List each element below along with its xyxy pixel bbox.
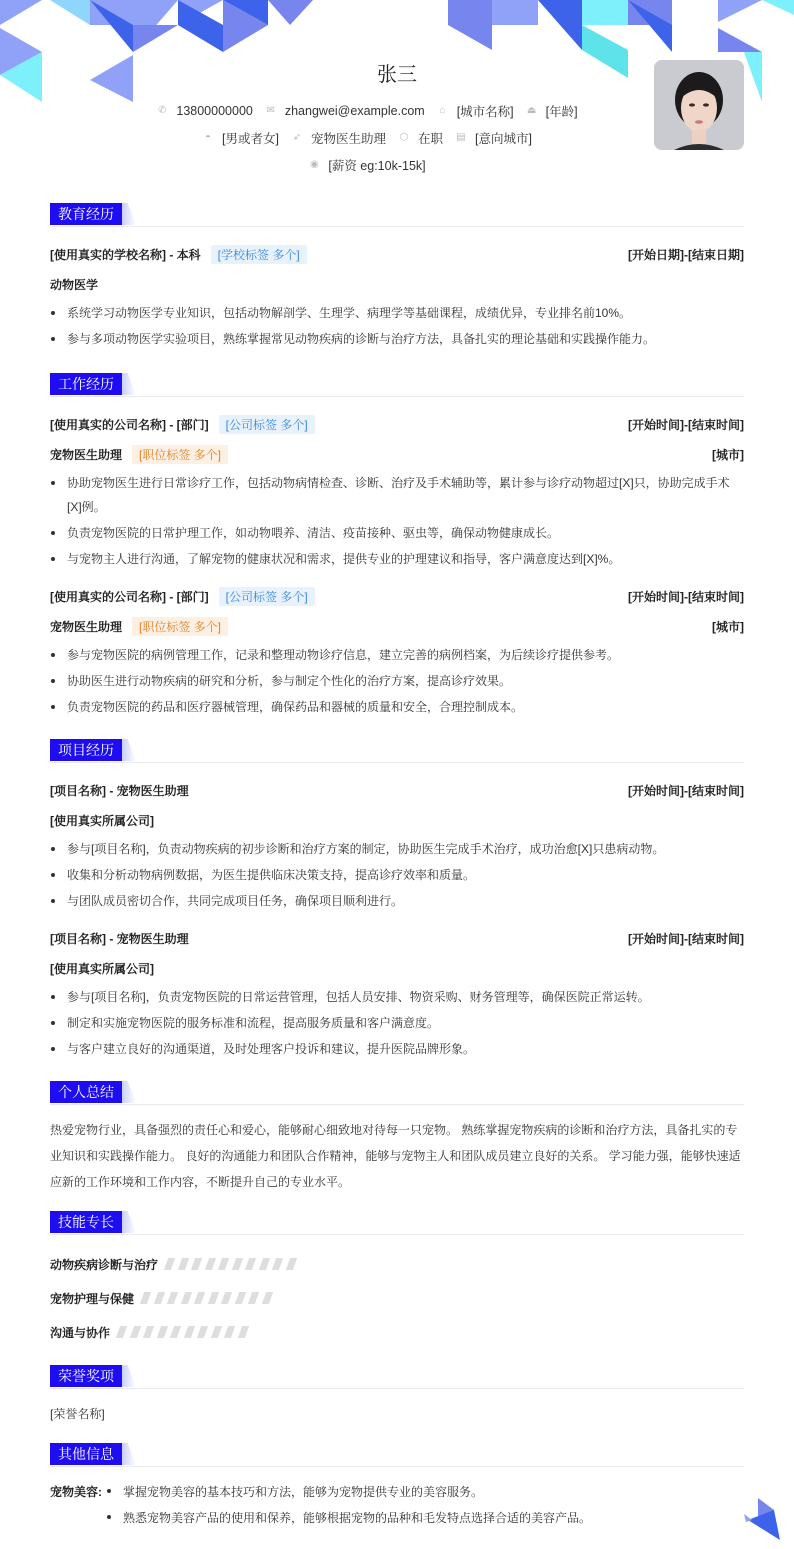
- portrait-icon: [654, 60, 744, 150]
- work-city: [城市]: [712, 619, 744, 634]
- list-item: 收集和分析动物病例数据，为医生提供临床决策支持，提高诊疗效率和质量。: [50, 863, 744, 887]
- honors-section: [50, 1365, 744, 1427]
- paper-plane-icon: ➶: [292, 132, 302, 143]
- contact-row-3: [0, 156, 734, 174]
- home-icon: ⌂: [439, 105, 446, 116]
- email-text: zhangwei@example.com: [284, 104, 425, 118]
- target-city-text: [意向城市]: [475, 132, 532, 146]
- other-bullets: [106, 1479, 591, 1531]
- project-company-row: [50, 805, 744, 835]
- email-item: [265, 104, 425, 118]
- project-company-row: [50, 953, 744, 983]
- section-title: 荣誉奖项: [50, 1365, 122, 1387]
- project-company: [使用真实所属公司]: [50, 961, 154, 976]
- section-header: [50, 373, 744, 397]
- company-tag: [公司标签 多个]: [219, 587, 315, 606]
- project-date: [开始时间]-[结束时间]: [628, 783, 744, 798]
- honor-item: [荣誉名称]: [50, 1407, 105, 1421]
- phone-text: 13800000000: [176, 104, 253, 118]
- age-item: [526, 102, 578, 120]
- phone-item: [156, 104, 252, 118]
- gender-icon: ◓: [205, 132, 212, 143]
- list-item: 协助宠物医生进行日常诊疗工作，包括动物病情检查、诊断、治疗及手术辅助等，累计参与诊疗动物超过[X]只，协助完成手术[X]例。: [50, 471, 744, 519]
- status-item: [398, 129, 443, 147]
- project-date: [开始时间]-[结束时间]: [628, 931, 744, 946]
- skills-section: [50, 1211, 744, 1349]
- list-item: 制定和实施宠物医院的服务标准和流程，提高服务质量和客户满意度。: [50, 1011, 744, 1035]
- salary-text: [薪资 eg:10k-15k]: [328, 159, 426, 173]
- salary-icon: ◉: [309, 159, 319, 170]
- summary-text: 热爱宠物行业，具备强烈的责任心和爱心，能够耐心细致地对待每一只宠物。 熟练掌握宠物疾病的诊断和治疗方法，具备扎实的专业知识和实践操作能力。 良好的沟通能力和团队合作精神，能够与宠物主人和团队成员建立良好的关系。 学习能力强，能够快速适应新的工作环境和工作内容，不断提升自己的专业水平。: [50, 1123, 741, 1189]
- school-name: [使用真实的学校名称] - 本科: [50, 247, 201, 262]
- section-title-tail: [122, 1081, 136, 1103]
- list-item: 与团队成员密切合作，共同完成项目任务，确保项目顺利进行。: [50, 889, 744, 913]
- city-text: [城市名称]: [456, 105, 514, 119]
- role-name: 宠物医生助理: [50, 619, 123, 634]
- project-bullets: [50, 837, 744, 913]
- project-entry: [50, 923, 744, 1061]
- work-date: [开始时间]-[结束时间]: [628, 417, 744, 432]
- list-item: 系统学习动物医学专业知识，包括动物解剖学、生理学、病理学等基础课程，成绩优异，专业排名前10%。: [50, 301, 744, 325]
- education-section: [50, 203, 744, 351]
- salary-item: [308, 156, 425, 174]
- work-bullets: [50, 471, 744, 571]
- other-label: 宠物美容:: [50, 1485, 102, 1499]
- project-name: [项目名称] - 宠物医生助理: [50, 783, 189, 798]
- skill-item: [50, 1315, 744, 1349]
- work-city: [城市]: [712, 447, 744, 462]
- section-header: [50, 1081, 744, 1105]
- work-entry: [50, 581, 744, 719]
- city-item: [437, 102, 514, 120]
- section-header: [50, 739, 744, 763]
- list-item: 参与[项目名称]，负责动物疾病的初步诊断和治疗方案的制定，协助医生完成手术治疗，成功治愈[X]只患病动物。: [50, 837, 744, 861]
- corner-decoration-icon: [744, 1498, 780, 1540]
- role-tag: [职位标签 多个]: [132, 617, 228, 636]
- projects-section: [50, 739, 744, 1061]
- company-row: [50, 581, 744, 611]
- list-item: 掌握宠物美容的基本技巧和方法，能够为宠物提供专业的美容服务。: [106, 1479, 591, 1505]
- role-name: 宠物医生助理: [50, 447, 123, 462]
- project-row: [50, 775, 744, 805]
- skill-level-bar: [118, 1326, 253, 1338]
- skill-item: [50, 1247, 744, 1281]
- company-tag: [公司标签 多个]: [219, 415, 315, 434]
- other-section: [50, 1443, 744, 1531]
- section-title: 工作经历: [50, 373, 122, 395]
- section-title-tail: [122, 1365, 136, 1387]
- resume-header: [0, 0, 794, 195]
- company-name: [使用真实的公司名称] - [部门]: [50, 417, 209, 432]
- company-row: [50, 409, 744, 439]
- section-title-tail: [122, 203, 136, 225]
- contact-row-1: [0, 102, 734, 120]
- section-title-tail: [122, 373, 136, 395]
- section-title: 教育经历: [50, 203, 122, 225]
- major-row: [50, 269, 744, 299]
- skill-level-bar: [142, 1292, 277, 1304]
- skill-item: [50, 1281, 744, 1315]
- contact-row-2: [0, 129, 734, 147]
- section-header: [50, 203, 744, 227]
- work-bullets: [50, 643, 744, 719]
- list-item: 负责宠物医院的日常护理工作，如动物喂养、清洁、疫苗接种、驱虫等，确保动物健康成长。: [50, 521, 744, 545]
- gender-item: [202, 129, 279, 147]
- other-item: [50, 1479, 744, 1531]
- age-text: [年龄]: [545, 105, 578, 119]
- list-item: 与宠物主人进行沟通，了解宠物的健康状况和需求，提供专业的护理建议和指导，客户满意度达到[X]%。: [50, 547, 744, 571]
- building-icon: ▤: [456, 132, 466, 143]
- skill-name: 沟通与协作: [50, 1325, 111, 1340]
- section-title-tail: [122, 739, 136, 761]
- company-name: [使用真实的公司名称] - [部门]: [50, 589, 209, 604]
- work-date: [开始时间]-[结束时间]: [628, 589, 744, 604]
- section-header: [50, 1443, 744, 1467]
- avatar: [654, 60, 744, 150]
- skill-name: 宠物护理与保健: [50, 1291, 135, 1306]
- section-title: 其他信息: [50, 1443, 122, 1465]
- education-bullets: [50, 301, 744, 351]
- project-row: [50, 923, 744, 953]
- project-company: [使用真实所属公司]: [50, 813, 154, 828]
- skill-name: 动物疾病诊断与治疗: [50, 1257, 159, 1272]
- skill-level-bar: [166, 1258, 301, 1270]
- role-row: [50, 439, 744, 469]
- section-header: [50, 1211, 744, 1235]
- section-title: 个人总结: [50, 1081, 122, 1103]
- summary-section: [50, 1081, 744, 1195]
- target-city-item: [455, 129, 532, 147]
- work-entry: [50, 409, 744, 571]
- gender-text: [男或者女]: [222, 132, 279, 146]
- list-item: 参与宠物医院的病例管理工作，记录和整理动物诊疗信息，建立完善的病例档案，为后续诊疗提供参考。: [50, 643, 744, 667]
- work-section: [50, 373, 744, 719]
- mail-icon: ✉: [266, 105, 276, 116]
- list-item: 负责宠物医院的药品和医疗器械管理，确保药品和器械的质量和安全，合理控制成本。: [50, 695, 744, 719]
- section-header: [50, 1365, 744, 1389]
- project-entry: [50, 775, 744, 913]
- list-item: 熟悉宠物美容产品的使用和保养，能够根据宠物的品种和毛发特点选择合适的美容产品。: [106, 1505, 591, 1531]
- education-row: [50, 239, 744, 269]
- candidate-name: 张三: [377, 64, 417, 86]
- status-icon: ⬡: [399, 132, 409, 143]
- list-item: 参与[项目名称]，负责宠物医院的日常运营管理，包括人员安排、物资采购、财务管理等，确保医院正常运转。: [50, 985, 744, 1009]
- resume-content: [50, 203, 744, 1547]
- section-title: 项目经历: [50, 739, 122, 761]
- section-title-tail: [122, 1211, 136, 1233]
- position-text: 宠物医生助理: [310, 132, 386, 146]
- project-bullets: [50, 985, 744, 1061]
- school-tag: [学校标签 多个]: [211, 245, 307, 264]
- section-title: 技能专长: [50, 1211, 122, 1233]
- major: 动物医学: [50, 277, 99, 292]
- phone-icon: ✆: [158, 105, 167, 116]
- role-tag: [职位标签 多个]: [132, 445, 228, 464]
- age-icon: ⏏: [526, 105, 537, 116]
- role-row: [50, 611, 744, 641]
- section-title-tail: [122, 1443, 136, 1465]
- list-item: 与客户建立良好的沟通渠道，及时处理客户投诉和建议，提升医院品牌形象。: [50, 1037, 744, 1061]
- list-item: 协助医生进行动物疾病的研究和分析，参与制定个性化的治疗方案，提高诊疗效果。: [50, 669, 744, 693]
- list-item: 参与多项动物医学实验项目，熟练掌握常见动物疾病的诊断与治疗方法，具备扎实的理论基础和实践操作能力。: [50, 327, 744, 351]
- project-name: [项目名称] - 宠物医生助理: [50, 931, 189, 946]
- education-date: [开始日期]-[结束日期]: [628, 247, 744, 262]
- status-text: 在职: [418, 132, 444, 146]
- position-item: [291, 129, 386, 147]
